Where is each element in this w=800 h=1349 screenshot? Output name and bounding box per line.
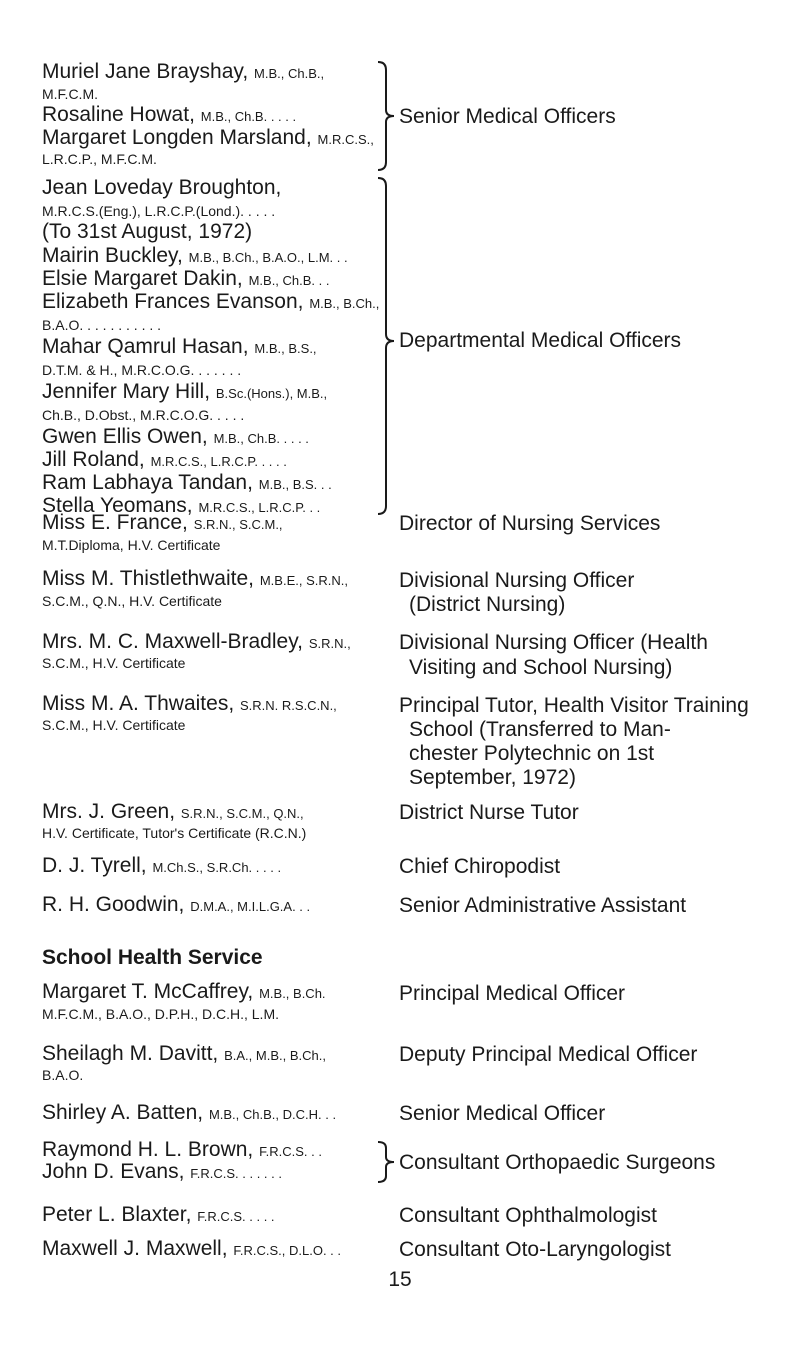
name-line: Stella Yeomans, M.R.C.S., L.R.C.P. . . xyxy=(42,494,321,517)
name-line: Elizabeth Frances Evanson, M.B., B.Ch., xyxy=(42,290,380,313)
name-line: Margaret Longden Marsland, M.R.C.S., xyxy=(42,126,374,149)
role-label: School (Transferred to Man- xyxy=(409,718,671,741)
name-line: Muriel Jane Brayshay, M.B., Ch.B., xyxy=(42,60,325,83)
role-label: Divisional Nursing Officer xyxy=(399,569,635,592)
name-line: John D. Evans, F.R.C.S. . . . . . . xyxy=(42,1160,282,1183)
name-line: Elsie Margaret Dakin, M.B., Ch.B. . . xyxy=(42,267,330,290)
qualifications-line: S.C.M., H.V. Certificate xyxy=(42,717,186,733)
page-number: 15 xyxy=(388,1268,412,1291)
name-line: Sheilagh M. Davitt, B.A., M.B., B.Ch., xyxy=(42,1042,326,1065)
role-label: Senior Medical Officers xyxy=(399,105,616,128)
right-brace xyxy=(376,176,398,518)
name-line: Miss E. France, S.R.N., S.C.M., xyxy=(42,511,283,534)
name-line: Mrs. M. C. Maxwell-Bradley, S.R.N., xyxy=(42,630,351,653)
name-line: Peter L. Blaxter, F.R.C.S. . . . . xyxy=(42,1203,275,1226)
name-line: Jill Roland, M.R.C.S., L.R.C.P. . . . . xyxy=(42,448,287,471)
role-label: Director of Nursing Services xyxy=(399,512,661,535)
role-label: (District Nursing) xyxy=(409,593,566,616)
name-line: Jennifer Mary Hill, B.Sc.(Hons.), M.B., xyxy=(42,380,328,403)
qualifications-line: M.R.C.S.(Eng.), L.R.C.P.(Lond.). . . . . xyxy=(42,203,276,219)
role-label: Principal Medical Officer xyxy=(399,982,626,1005)
role-label: Divisional Nursing Officer (Health xyxy=(399,631,708,654)
name-line: Mrs. J. Green, S.R.N., S.C.M., Q.N., xyxy=(42,800,304,823)
qualifications-line: S.C.M., H.V. Certificate xyxy=(42,655,186,671)
name-line: Raymond H. L. Brown, F.R.C.S. . . xyxy=(42,1138,322,1161)
role-label: Chief Chiropodist xyxy=(399,855,561,878)
qualifications-line: B.A.O. . . . . . . . . . . xyxy=(42,317,162,333)
role-label: Consultant Orthopaedic Surgeons xyxy=(399,1151,716,1174)
name-line: Miss M. Thistlethwaite, M.B.E., S.R.N., xyxy=(42,567,348,590)
role-label: Consultant Ophthalmologist xyxy=(399,1204,657,1227)
name-line: Jean Loveday Broughton, xyxy=(42,176,282,199)
qualifications-line: M.T.Diploma, H.V. Certificate xyxy=(42,537,221,553)
right-brace xyxy=(376,60,398,172)
date-note: (To 31st August, 1972) xyxy=(42,220,253,243)
name-line: Maxwell J. Maxwell, F.R.C.S., D.L.O. . . xyxy=(42,1237,342,1260)
name-line: Mahar Qamrul Hasan, M.B., B.S., xyxy=(42,335,317,358)
name-line: Rosaline Howat, M.B., Ch.B. . . . . xyxy=(42,103,297,126)
role-label: Senior Medical Officer xyxy=(399,1102,606,1125)
name-line: Margaret T. McCaffrey, M.B., B.Ch. xyxy=(42,980,326,1003)
role-label: Consultant Oto-Laryngologist xyxy=(399,1238,671,1261)
role-label: Departmental Medical Officers xyxy=(399,329,682,352)
section-heading: School Health Service xyxy=(42,946,263,969)
name-line: Gwen Ellis Owen, M.B., Ch.B. . . . . xyxy=(42,425,309,448)
qualifications-line: S.C.M., Q.N., H.V. Certificate xyxy=(42,593,222,609)
name-line: Ram Labhaya Tandan, M.B., B.S. . . xyxy=(42,471,332,494)
name-line: R. H. Goodwin, D.M.A., M.I.L.G.A. . . xyxy=(42,893,311,916)
role-label: Deputy Principal Medical Officer xyxy=(399,1043,698,1066)
name-line: D. J. Tyrell, M.Ch.S., S.R.Ch. . . . . xyxy=(42,854,282,877)
role-label: Visiting and School Nursing) xyxy=(409,656,673,679)
name-line: Miss M. A. Thwaites, S.R.N. R.S.C.N., xyxy=(42,692,337,715)
name-line: Mairin Buckley, M.B., B.Ch., B.A.O., L.M. . . xyxy=(42,244,348,267)
qualifications-line: D.T.M. & H., M.R.C.O.G. . . . . . . xyxy=(42,362,242,378)
role-label: chester Polytechnic on 1st xyxy=(409,742,655,765)
right-brace xyxy=(376,1140,398,1184)
qualifications-line: Ch.B., D.Obst., M.R.C.O.G. . . . . xyxy=(42,407,245,423)
role-label: District Nurse Tutor xyxy=(399,801,579,824)
qualifications-line: L.R.C.P., M.F.C.M. xyxy=(42,151,157,167)
qualifications-line: M.F.C.M. xyxy=(42,86,98,102)
role-label: September, 1972) xyxy=(409,766,576,789)
role-label: Principal Tutor, Health Visitor Training xyxy=(399,694,749,717)
role-label: Senior Administrative Assistant xyxy=(399,894,687,917)
qualifications-line: H.V. Certificate, Tutor's Certificate (R.C.N.) xyxy=(42,825,307,841)
qualifications-line: M.F.C.M., B.A.O., D.P.H., D.C.H., L.M. xyxy=(42,1006,279,1022)
name-line: Shirley A. Batten, M.B., Ch.B., D.C.H. . . xyxy=(42,1101,337,1124)
qualifications-line: B.A.O. xyxy=(42,1067,84,1083)
